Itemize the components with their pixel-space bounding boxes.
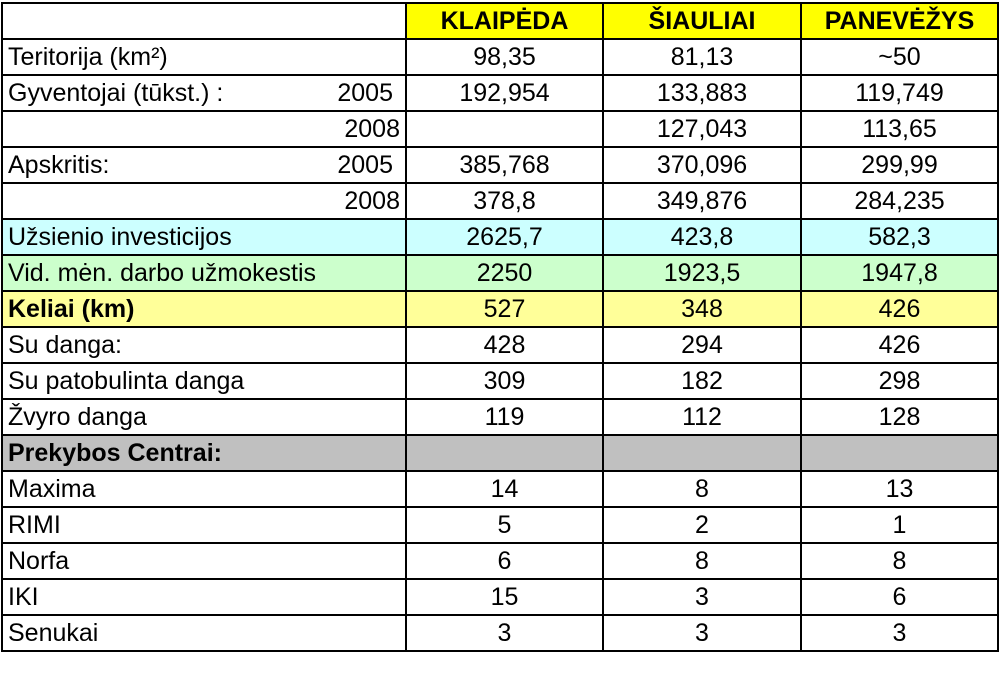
cell-siauliai: 3 xyxy=(603,579,801,615)
column-header-siauliai: ŠIAULIAI xyxy=(603,3,801,39)
cell-siauliai: 1923,5 xyxy=(603,255,801,291)
row-label-text: Gyventojai (tūkst.) : xyxy=(8,79,224,107)
table-row-prekybos xyxy=(2,435,998,471)
table-row-senukai xyxy=(2,615,998,651)
column-header-panevezys: PANEVĖŽYS xyxy=(801,3,998,39)
cell-klaipeda: 119 xyxy=(406,399,603,435)
table-row-investicijos xyxy=(2,219,998,255)
cell-panevezys: 426 xyxy=(801,327,998,363)
cell-panevezys: ~50 xyxy=(801,39,998,75)
cell-siauliai: 8 xyxy=(603,543,801,579)
cell-siauliai: 133,883 xyxy=(603,75,801,111)
section-header: Prekybos Centrai: xyxy=(2,435,406,471)
comparison-table xyxy=(1,2,999,652)
row-label: Senukai xyxy=(2,615,406,651)
row-label: Norfa xyxy=(2,543,406,579)
cell-siauliai: 349,876 xyxy=(603,183,801,219)
table-row-su-danga xyxy=(2,327,998,363)
row-label: Su danga: xyxy=(2,327,406,363)
row-label: IKI xyxy=(2,579,406,615)
cell-klaipeda: 5 xyxy=(406,507,603,543)
cell-siauliai xyxy=(603,435,801,471)
cell-panevezys: 1947,8 xyxy=(801,255,998,291)
table-row-apskritis-2005 xyxy=(2,147,998,183)
cell-klaipeda: 2625,7 xyxy=(406,219,603,255)
cell-klaipeda: 428 xyxy=(406,327,603,363)
cell-panevezys: 8 xyxy=(801,543,998,579)
cell-klaipeda: 378,8 xyxy=(406,183,603,219)
row-label: RIMI xyxy=(2,507,406,543)
cell-siauliai: 370,096 xyxy=(603,147,801,183)
table-row-patobulinta xyxy=(2,363,998,399)
row-year: 2008 xyxy=(2,111,406,147)
row-label: Žvyro danga xyxy=(2,399,406,435)
cell-siauliai: 127,043 xyxy=(603,111,801,147)
row-label: Keliai (km) xyxy=(2,291,406,327)
cell-siauliai: 294 xyxy=(603,327,801,363)
row-label: Maxima xyxy=(2,471,406,507)
cell-panevezys xyxy=(801,435,998,471)
table-row-teritorija xyxy=(2,39,998,75)
table-row-zvyro xyxy=(2,399,998,435)
cell-panevezys: 426 xyxy=(801,291,998,327)
row-label-text: Apskritis: xyxy=(8,151,110,179)
cell-klaipeda: 2250 xyxy=(406,255,603,291)
cell-siauliai: 182 xyxy=(603,363,801,399)
cell-panevezys: 6 xyxy=(801,579,998,615)
cell-panevezys: 582,3 xyxy=(801,219,998,255)
cell-klaipeda: 14 xyxy=(406,471,603,507)
cell-panevezys: 284,235 xyxy=(801,183,998,219)
cell-klaipeda: 192,954 xyxy=(406,75,603,111)
cell-panevezys: 299,99 xyxy=(801,147,998,183)
cell-klaipeda: 98,35 xyxy=(406,39,603,75)
cell-panevezys: 298 xyxy=(801,363,998,399)
cell-panevezys: 3 xyxy=(801,615,998,651)
column-header-klaipeda: KLAIPĖDA xyxy=(406,3,603,39)
row-year: 2005 xyxy=(337,79,393,107)
cell-klaipeda: 385,768 xyxy=(406,147,603,183)
cell-siauliai: 112 xyxy=(603,399,801,435)
table-row-rimi xyxy=(2,507,998,543)
cell-siauliai: 8 xyxy=(603,471,801,507)
header-empty-cell xyxy=(2,3,406,39)
cell-panevezys: 113,65 xyxy=(801,111,998,147)
row-label xyxy=(2,147,406,183)
cell-panevezys: 119,749 xyxy=(801,75,998,111)
row-year: 2008 xyxy=(2,183,406,219)
table-row-norfa xyxy=(2,543,998,579)
cell-klaipeda: 527 xyxy=(406,291,603,327)
cell-klaipeda: 309 xyxy=(406,363,603,399)
row-label: Vid. mėn. darbo užmokestis xyxy=(2,255,406,291)
cell-siauliai: 3 xyxy=(603,615,801,651)
cell-klaipeda xyxy=(406,111,603,147)
table-row-keliai xyxy=(2,291,998,327)
row-label: Užsienio investicijos xyxy=(2,219,406,255)
row-year: 2005 xyxy=(337,151,393,179)
table-row-gyventojai-2005 xyxy=(2,75,998,111)
row-label: Su patobulinta danga xyxy=(2,363,406,399)
cell-siauliai: 423,8 xyxy=(603,219,801,255)
table-row-apskritis-2008 xyxy=(2,183,998,219)
table-row-maxima xyxy=(2,471,998,507)
row-label xyxy=(2,75,406,111)
table-row-gyventojai-2008 xyxy=(2,111,998,147)
cell-klaipeda xyxy=(406,435,603,471)
cell-klaipeda: 6 xyxy=(406,543,603,579)
cell-panevezys: 128 xyxy=(801,399,998,435)
cell-klaipeda: 3 xyxy=(406,615,603,651)
table-row-uzmokestis xyxy=(2,255,998,291)
cell-panevezys: 1 xyxy=(801,507,998,543)
header-row xyxy=(2,3,998,39)
table-row-iki xyxy=(2,579,998,615)
row-label: Teritorija (km²) xyxy=(2,39,406,75)
cell-klaipeda: 15 xyxy=(406,579,603,615)
cell-siauliai: 348 xyxy=(603,291,801,327)
cell-panevezys: 13 xyxy=(801,471,998,507)
cell-siauliai: 2 xyxy=(603,507,801,543)
cell-siauliai: 81,13 xyxy=(603,39,801,75)
